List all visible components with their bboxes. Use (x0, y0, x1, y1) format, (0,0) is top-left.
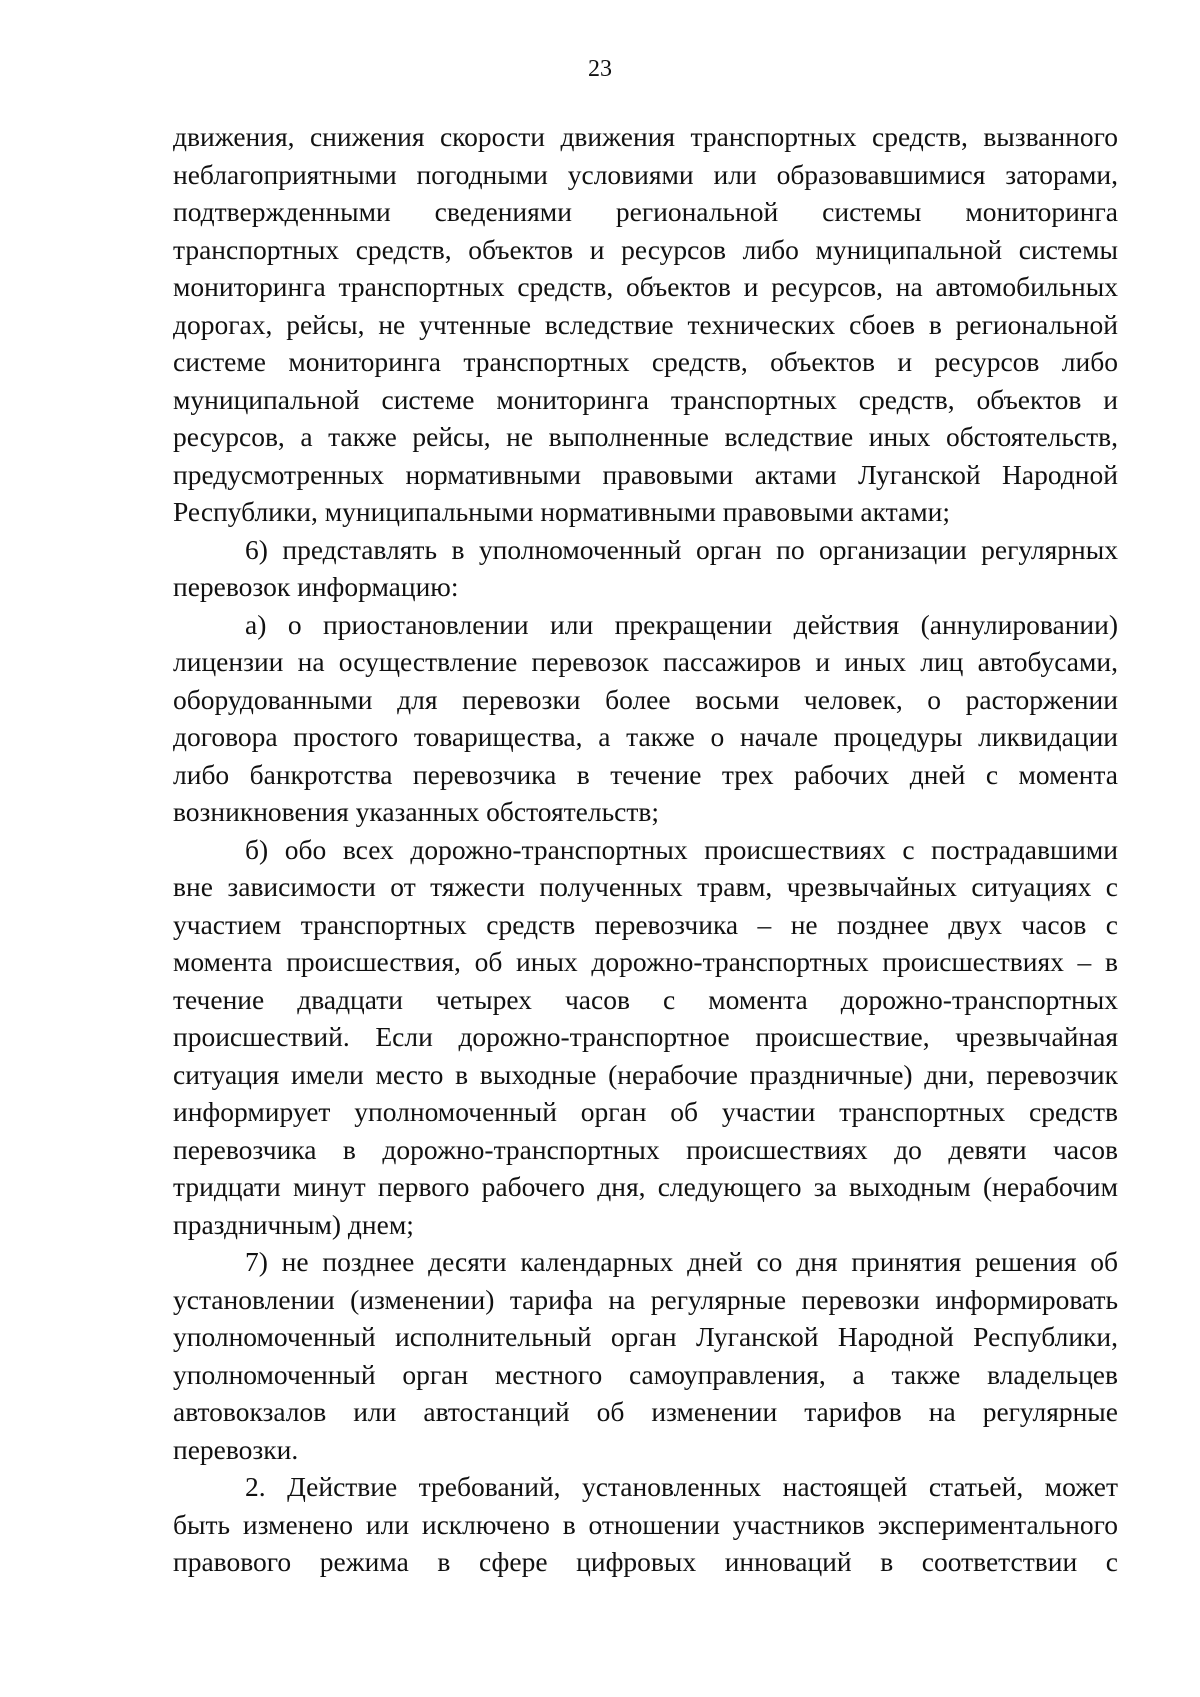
text-line: лицензии на осуществление перевозок пассажиров и иных лиц автобусами, (173, 646, 1118, 677)
text-line: перевозчика в дорожно-транспортных происшествиях до девяти часов (173, 1133, 1118, 1165)
paragraph (173, 606, 1118, 831)
text-line: ресурсов, а также рейсы, не выполненные вследствие иных обстоятельств, (173, 421, 1118, 452)
text-line: а) о приостановлении или прекращении действия (аннулировании) (245, 608, 1118, 640)
text-line: подтвержденными сведениями региональной системы мониторинга (173, 196, 1118, 227)
text-line: движения, снижения скорости движения транспортных средств, вызванного (173, 121, 1118, 152)
text-line: мониторинга транспортных средств, объектов и ресурсов, на автомобильных (173, 271, 1118, 302)
text-line: оборудованными для перевозки более восьми человек, о расторжении (173, 683, 1118, 715)
text-line: договора простого товарищества, а также о начале процедуры ликвидации (173, 721, 1118, 752)
text-line: 7) не позднее десяти календарных дней со дня принятия решения об (245, 1246, 1118, 1277)
document-body (173, 118, 1118, 1581)
text-line: течение двадцати четырех часов с момента дорожно-транспортных (173, 983, 1118, 1015)
paragraph (173, 118, 1118, 531)
paragraph (173, 531, 1118, 606)
text-line: участием транспортных средств перевозчика – не позднее двух часов с (173, 908, 1118, 940)
text-line: системе мониторинга транспортных средств, объектов и ресурсов либо (173, 346, 1118, 377)
paragraph (173, 1468, 1118, 1581)
text-line: уполномоченный орган местного самоуправления, а также владельцев (173, 1358, 1118, 1390)
text-line: быть изменено или исключено в отношении участников экспериментального (173, 1508, 1118, 1540)
text-line: уполномоченный исполнительный орган Луганской Народной Республики, (173, 1321, 1118, 1352)
text-line: ситуация имели место в выходные (нерабочие праздничные) дни, перевозчик (173, 1058, 1118, 1090)
text-line: перевозки. (173, 1433, 299, 1465)
text-line: Республики, муниципальными нормативными правовыми актами; (173, 496, 950, 527)
text-line: установлении (изменении) тарифа на регулярные перевозки информировать (173, 1283, 1118, 1315)
text-line: вне зависимости от тяжести полученных травм, чрезвычайных ситуациях с (173, 871, 1118, 902)
paragraph (173, 831, 1118, 1244)
text-line: тридцати минут первого рабочего дня, следующего за выходным (нерабочим (173, 1171, 1118, 1202)
text-line: предусмотренных нормативными правовыми актами Луганской Народной (173, 458, 1118, 490)
text-line: момента происшествия, об иных дорожно-транспортных происшествиях – в (173, 946, 1118, 977)
text-line: правового режима в сфере цифровых инноваций в соответствии с (173, 1546, 1118, 1577)
text-line: муниципальной системе мониторинга транспортных средств, объектов и (173, 383, 1118, 415)
text-line: автовокзалов или автостанций об изменении тарифов на регулярные (173, 1396, 1118, 1427)
paragraph (173, 1243, 1118, 1468)
text-line: 2. Действие требований, установленных настоящей статьей, может (245, 1471, 1118, 1502)
text-line: 6) представлять в уполномоченный орган по организации регулярных (245, 533, 1118, 565)
text-line: либо банкротства перевозчика в течение трех рабочих дней с момента (173, 758, 1118, 790)
text-line: дорогах, рейсы, не учтенные вследствие технических сбоев в региональной (173, 308, 1118, 340)
text-line: транспортных средств, объектов и ресурсов либо муниципальной системы (173, 233, 1118, 265)
text-line: перевозок информацию: (173, 571, 459, 602)
text-line: происшествий. Если дорожно-транспортное происшествие, чрезвычайная (173, 1021, 1118, 1052)
page-number: 23 (588, 56, 612, 82)
text-line: возникновения указанных обстоятельств; (173, 796, 659, 827)
text-line: информирует уполномоченный орган об участии транспортных средств (173, 1096, 1118, 1127)
text-line: праздничным) днем; (173, 1208, 414, 1240)
text-line: б) обо всех дорожно-транспортных происшествиях с пострадавшими (245, 833, 1118, 865)
text-line: неблагоприятными погодными условиями или образовавшимися заторами, (173, 158, 1118, 190)
